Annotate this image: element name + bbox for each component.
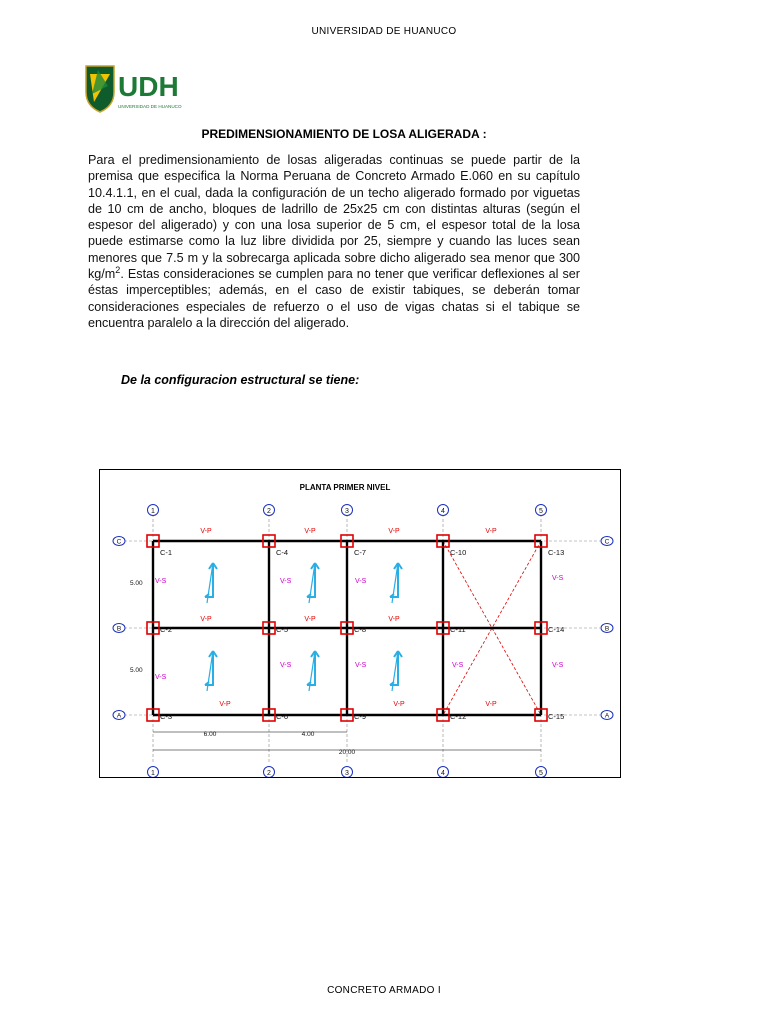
beam-label-vp: V-P (393, 701, 405, 708)
dimension-label: 5.00 (130, 667, 143, 674)
beam-label-vs: V-S (155, 578, 167, 585)
column-label: C-2 (160, 625, 173, 634)
section-title (0, 127, 768, 141)
column-label: C-8 (354, 625, 367, 634)
column-label: C-12 (450, 712, 467, 721)
floor-plan (99, 469, 621, 778)
axis-label-4: 4 (441, 508, 445, 515)
paragraph-exponent: 2 (115, 264, 121, 275)
beam-label-vp: V-P (388, 616, 400, 623)
beam-label-vs: V-S (280, 662, 292, 669)
beam-label-vs: V-S (355, 578, 367, 585)
section-title-text: PREDIMENSIONAMIENTO DE LOSA ALIGERADA : (201, 127, 487, 141)
column-label: C-6 (276, 712, 289, 721)
axis-label-2: 2 (267, 770, 271, 777)
configuration-subtitle: De la configuracion estructural se tiene: (121, 373, 360, 387)
beam-label-vp: V-P (485, 528, 497, 535)
column-label: C-15 (548, 712, 565, 721)
paragraph-main: Para el predimensionamiento de losas aligeradas continuas se puede partir de la premisa que especifica la Norma Peruana de Concreto Armado E.060 en su capítulo 10.4.1.1, en el cual, dada la configuración de un techo aligerado formado por viguetas de 10 cm de ancho, bloques de ladrillo de 25x25 cm con distintas alturas (según el espesor del aligerado) y con una losa superior de 5 cm, el espesor total de la losa puede estimarse como la luz libre dividida por 25, siempre y cuando las luces sean menores que 7.5 m y la sobrecarga aplicada sobre dicho aligerado sea menor que 300 kg/m (88, 153, 580, 282)
axis-label-A: A (116, 712, 122, 720)
beam-label-vs: V-S (552, 575, 564, 582)
axis-label-1: 1 (151, 508, 155, 515)
beam-label-vs: V-S (552, 662, 564, 669)
column-label: C-13 (548, 548, 565, 557)
axis-label-3: 3 (345, 770, 349, 777)
beam-label-vs: V-S (155, 674, 167, 681)
udh-logo (84, 64, 214, 114)
axis-label-B: B (116, 625, 122, 633)
plan-title: PLANTA PRIMER NIVEL (299, 483, 391, 492)
column-label: C-3 (160, 712, 173, 721)
axis-label-2: 2 (267, 508, 271, 515)
axis-label-A: A (604, 712, 610, 720)
beam-label-vp: V-P (485, 701, 497, 708)
paragraph-rest: . Estas consideraciones se cumplen para no tener que verificar deflexiones al ser éstas imperceptibles; además, en el caso de existir tabiques, se deberán tomar consideraciones especiales de refuerzo o el uso de vigas chatas si el tabique se encuentra paralelo a la dirección del aligerado. (88, 267, 580, 330)
beam-label-vp: V-P (200, 528, 212, 535)
axis-label-C: C (604, 538, 610, 546)
shield-icon (86, 66, 114, 112)
axis-label-B: B (604, 625, 610, 633)
axis-label-4: 4 (441, 770, 445, 777)
column-label: C-9 (354, 712, 367, 721)
dimension-label: 5.00 (130, 580, 143, 587)
beam-label-vs: V-S (452, 662, 464, 669)
column-label: C-1 (160, 548, 173, 557)
beam-label-vs: V-S (355, 662, 367, 669)
axis-label-3: 3 (345, 508, 349, 515)
column-label: C-7 (354, 548, 367, 557)
beam-label-vp: V-P (388, 528, 400, 535)
axis-label-5: 5 (539, 508, 543, 515)
column-label: C-5 (276, 625, 289, 634)
beam-label-vp: V-P (304, 528, 316, 535)
logo-acronym: UDH (118, 71, 179, 102)
page-header: UNIVERSIDAD DE HUANUCO (311, 26, 457, 37)
beam-label-vp: V-P (219, 701, 231, 708)
beam-label-vp: V-P (200, 616, 212, 623)
column-label: C-4 (276, 548, 289, 557)
column-label: C-11 (450, 625, 466, 634)
axis-label-5: 5 (539, 770, 543, 777)
column-label: C-14 (548, 625, 565, 634)
page-footer: CONCRETO ARMADO I (327, 985, 441, 996)
dimension-label: 4.00 (301, 731, 315, 738)
beam-label-vp: V-P (304, 616, 316, 623)
axis-label-1: 1 (151, 770, 155, 777)
dimension-total: 20.00 (338, 749, 356, 756)
axis-label-C: C (116, 538, 122, 546)
beam-label-vs: V-S (280, 578, 292, 585)
dimension-label: 6.00 (203, 731, 217, 738)
column-label: C-10 (450, 548, 467, 557)
body-paragraph (88, 152, 580, 331)
logo-subtext: UNIVERSIDAD DE HUANUCO (118, 104, 182, 109)
